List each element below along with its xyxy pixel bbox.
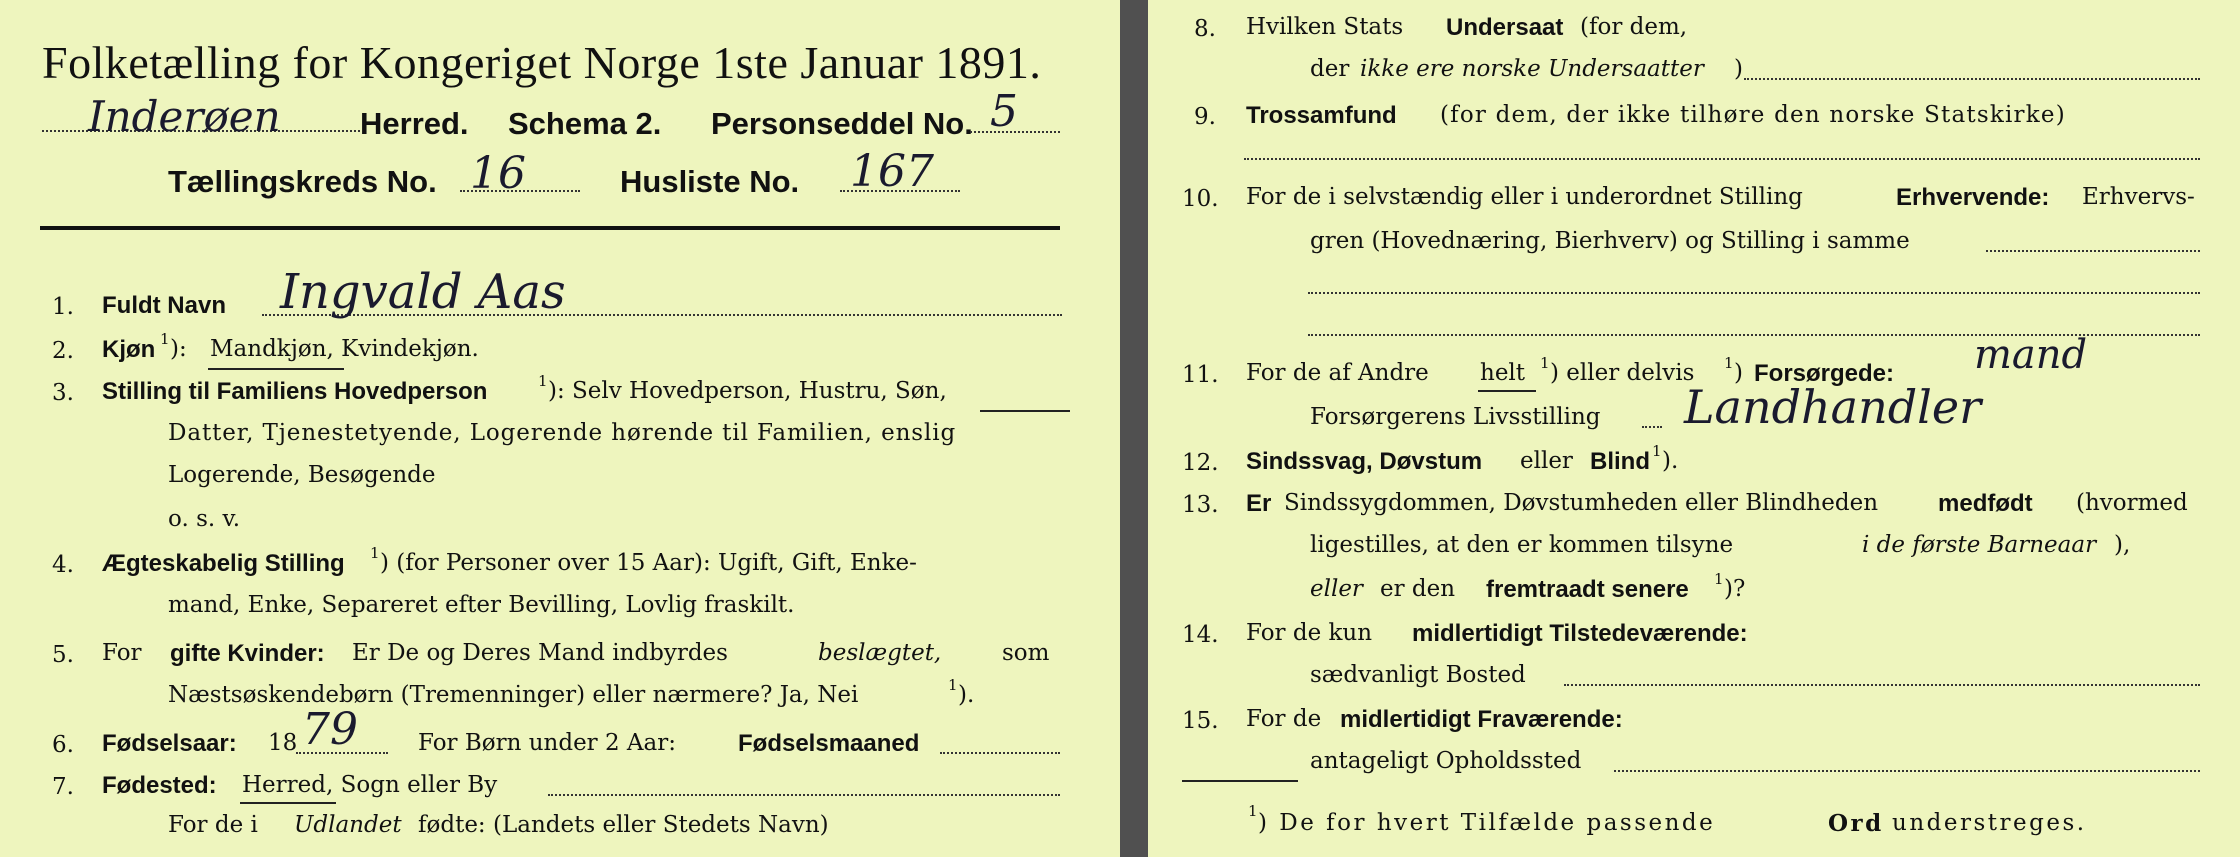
- q7-line2-italic: Udlandet: [294, 812, 402, 838]
- q7-line2b: fødte: (Landets eller Stedets Navn): [418, 812, 829, 838]
- q2-close: ):: [170, 336, 187, 362]
- q11-value2: Landhandler: [1684, 380, 1982, 434]
- footnote-rule: [1182, 780, 1298, 782]
- q13-label2: medfødt: [1938, 490, 2033, 517]
- q14-number: 14.: [1182, 622, 1219, 648]
- q4-sup: 1: [370, 544, 380, 562]
- q12-number: 12.: [1182, 450, 1219, 476]
- q2-underline: [208, 368, 344, 370]
- q5-line2-end: ).: [958, 682, 975, 708]
- q6-prefix: 18: [268, 730, 298, 756]
- page-gutter: [1120, 0, 1148, 857]
- q10-dots: [1986, 250, 2200, 252]
- q1-number: 1.: [52, 294, 74, 320]
- footnote-text: ) De for hvert Tilfælde passende: [1258, 810, 1716, 836]
- q11-label: Forsørgede:: [1754, 360, 1895, 387]
- q11-close: ): [1734, 360, 1743, 386]
- q6-number: 6.: [52, 732, 74, 758]
- q5-line1a: Er De og Deres Mand indbyrdes: [352, 640, 728, 666]
- q11-dots: [1642, 426, 1662, 428]
- q6-value: 79: [302, 704, 358, 755]
- q12-end: ).: [1662, 448, 1679, 474]
- q11-sup: 1: [1540, 354, 1550, 372]
- q14-line2: sædvanligt Bosted: [1310, 662, 1526, 688]
- q15-line2: antageligt Opholdssted: [1310, 748, 1582, 774]
- q10-pre: For de i selvstændig eller i underordnet Stilling: [1246, 184, 1803, 210]
- q12-mid: eller: [1520, 448, 1573, 474]
- q7-line2a: For de i: [168, 812, 258, 838]
- q11-sup2: 1: [1724, 354, 1734, 372]
- personseddel-label: Personseddel No.: [711, 106, 973, 141]
- herred-label: Herred.: [360, 106, 469, 141]
- q6-label: Fødselsaar:: [102, 730, 237, 757]
- q13-label3: fremtraadt senere: [1486, 576, 1689, 603]
- q2-sup: 1: [160, 330, 170, 348]
- q13-line3-italic: eller: [1310, 576, 1363, 602]
- q7-label: Fødested:: [102, 772, 217, 799]
- q8-line2-italic: ikke ere norske Undersaatter: [1360, 56, 1704, 82]
- q13-line1a: Sindssygdommen, Døvstumheden eller Blindheden: [1284, 490, 1879, 516]
- q3-line3: Logerende, Besøgende: [168, 462, 436, 488]
- q1-label: Fuldt Navn: [102, 292, 226, 319]
- q8-number: 8.: [1194, 16, 1216, 42]
- q13-line3b: )?: [1724, 576, 1746, 602]
- q13-line2a: ligestilles, at den er kommen tilsyne: [1310, 532, 1734, 558]
- q11-line2: Forsørgerens Livsstilling: [1310, 404, 1601, 430]
- q7-options: Herred, Sogn eller By: [242, 772, 498, 798]
- q10-number: 10.: [1182, 186, 1219, 212]
- q11-helt: helt: [1480, 360, 1526, 386]
- q7-number: 7.: [52, 774, 74, 800]
- q5-line2: Næstsøskendebørn (Tremenninger) eller nærmere? Ja, Nei: [168, 682, 859, 708]
- kreds-label: Tællingskreds No.: [168, 164, 437, 199]
- q3-underline: [980, 410, 1070, 412]
- q9-number: 9.: [1194, 104, 1216, 130]
- q4-label: Ægteskabelig Stilling: [102, 550, 345, 577]
- q3-number: 3.: [52, 380, 74, 406]
- q5-number: 5.: [52, 642, 74, 668]
- q3-sup: 1: [538, 372, 548, 390]
- q7-dots: [548, 794, 1060, 796]
- q14-pre: For de kun: [1246, 620, 1373, 646]
- q15-dots: [1614, 770, 2200, 772]
- kreds-value: 16: [470, 148, 526, 199]
- q11-number: 11.: [1182, 362, 1219, 388]
- herred-value: Inderøen: [88, 92, 281, 141]
- q6-dots2: [940, 752, 1060, 754]
- q5-label: gifte Kvinder:: [170, 640, 325, 667]
- q9-label: Trossamfund: [1246, 102, 1397, 129]
- q11-value1: mand: [1974, 332, 2088, 378]
- husliste-value: 167: [850, 146, 934, 197]
- q8-line1b: (for dem,: [1580, 14, 1688, 40]
- q2-label-text: Kjøn: [102, 336, 156, 363]
- q4-line1: ) (for Personer over 15 Aar): Ugift, Gift, Enke-: [380, 550, 917, 576]
- q13-line1b: (hvormed: [2076, 490, 2188, 516]
- husliste-label: Husliste No.: [620, 164, 800, 199]
- q3-line2: Datter, Tjenestetyende, Logerende hørende til Familien, enslig: [168, 420, 957, 446]
- q14-dots: [1564, 684, 2200, 686]
- q1-value: Ingvald Aas: [280, 264, 566, 320]
- q9-dots: [1244, 158, 2200, 160]
- q15-number: 15.: [1182, 708, 1219, 734]
- q10-line2: gren (Hovednæring, Bierhverv) og Stilling i samme: [1310, 228, 1910, 254]
- form-title: Folketælling for Kongeriget Norge 1ste Januar 1891.: [42, 37, 1042, 88]
- q13-line2b: ),: [2114, 532, 2131, 558]
- q9-rest: (for dem, der ikke tilhøre den norske Statskirke): [1440, 102, 2066, 128]
- q5-sup: 1: [948, 676, 958, 694]
- q12-label2: Blind: [1590, 448, 1650, 475]
- q3-line1: ): Selv Hovedperson, Hustru, Søn,: [548, 378, 947, 404]
- q6-mid: For Børn under 2 Aar:: [418, 730, 676, 756]
- q2-options: Mandkjøn, Kvindekjøn.: [210, 336, 479, 362]
- q4-line2: mand, Enke, Separeret efter Bevilling, Lovlig fraskilt.: [168, 592, 795, 618]
- q8-pre: Hvilken Stats: [1246, 14, 1404, 40]
- q3-label: Stilling til Familiens Hovedperson: [102, 378, 488, 405]
- q8-dots: [1744, 78, 2200, 80]
- q13-number: 13.: [1182, 492, 1219, 518]
- header-rule: [40, 226, 1060, 230]
- q8-label: Undersaat: [1446, 14, 1564, 41]
- q12-sup: 1: [1652, 442, 1662, 460]
- q5-line1b: som: [1002, 640, 1050, 666]
- q14-label: midlertidigt Tilstedeværende:: [1412, 620, 1748, 647]
- q10-dots2: [1308, 292, 2200, 294]
- q13-label: Er: [1246, 490, 1272, 517]
- q15-label: midlertidigt Fraværende:: [1340, 706, 1623, 733]
- q3-line4: o. s. v.: [168, 506, 241, 532]
- footnote-end: understreges.: [1892, 810, 2087, 836]
- q8-line2b: ): [1734, 56, 1743, 82]
- q13-sup: 1: [1714, 570, 1724, 588]
- q10-line1b: Erhvervs-: [2082, 184, 2195, 210]
- q11-underline: [1478, 390, 1536, 392]
- q2-number: 2.: [52, 338, 74, 364]
- q6-label2: Fødselsmaaned: [738, 730, 920, 757]
- q5-pre: For: [102, 640, 142, 666]
- q10-label: Erhvervende:: [1896, 184, 2050, 211]
- footnote-bold: Ord: [1828, 810, 1884, 837]
- q13-line3a: er den: [1380, 576, 1456, 602]
- q15-pre: For de: [1246, 706, 1322, 732]
- q5-line1-italic: beslægtet,: [818, 640, 942, 666]
- right-page: [1148, 0, 2240, 857]
- q11-pre: For de af Andre: [1246, 360, 1429, 386]
- q7-underline: [240, 802, 336, 804]
- q8-line2a: der: [1310, 56, 1350, 82]
- q12-label: Sindssvag, Døvstum: [1246, 448, 1483, 475]
- personseddel-value: 5: [990, 86, 1018, 137]
- q4-number: 4.: [52, 552, 74, 578]
- q13-line2-italic: i de første Barneaar: [1862, 532, 2097, 558]
- q11-mid: ) eller delvis: [1550, 360, 1695, 386]
- footnote-sup: 1: [1248, 802, 1258, 820]
- schema-label: Schema 2.: [508, 106, 662, 141]
